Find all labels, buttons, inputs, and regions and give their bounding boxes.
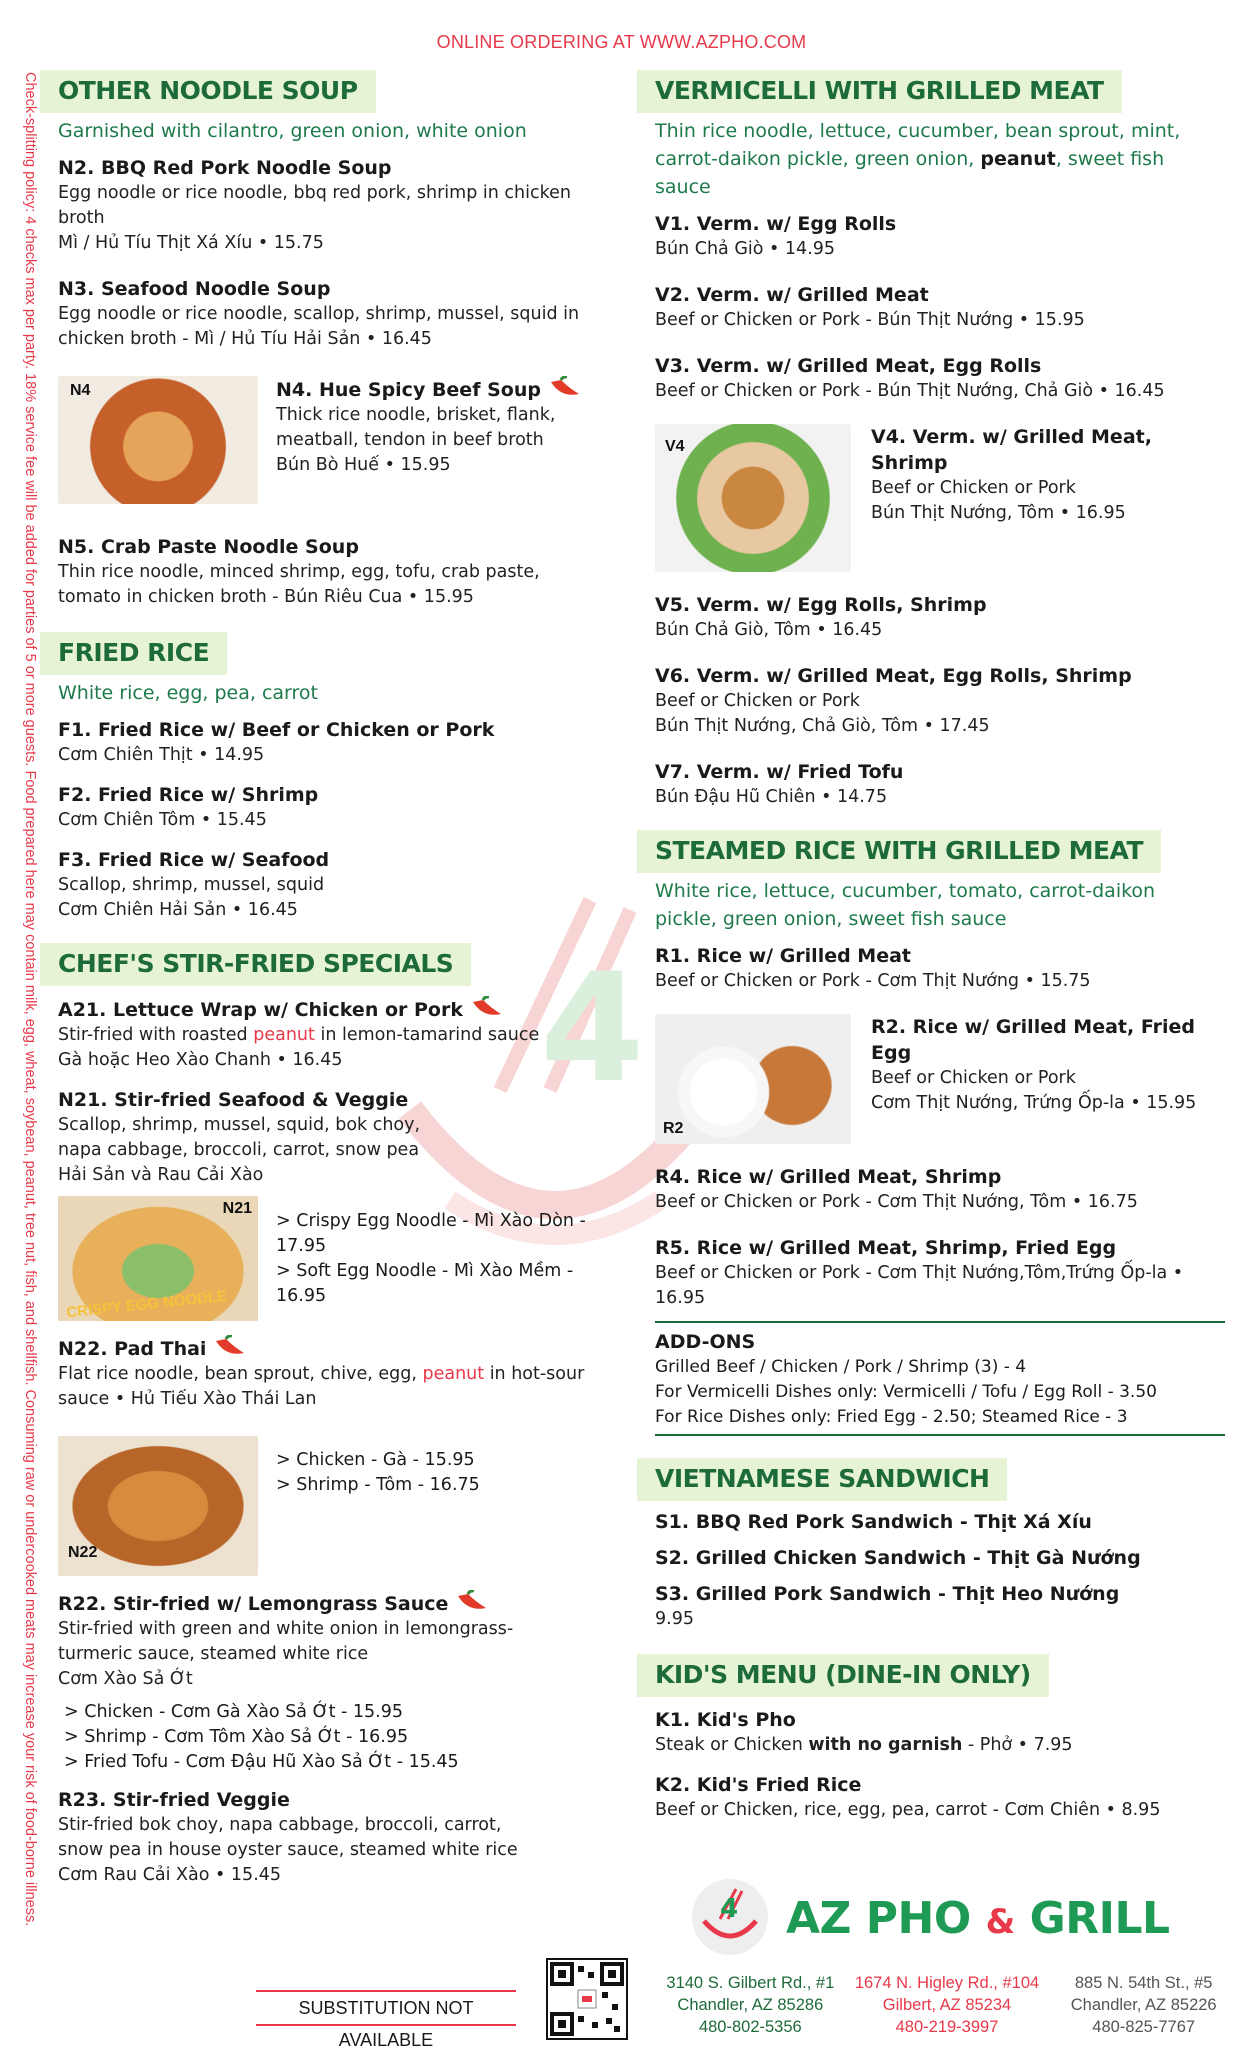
- option-line[interactable]: > Crispy Egg Noodle - Mì Xào Dòn - 17.95: [276, 1210, 586, 1256]
- location-higley-rd[interactable]: [849, 1972, 1046, 2038]
- peanut-allergen-text: peanut: [980, 148, 1056, 170]
- option-line[interactable]: > Shrimp - Cơm Tôm Xào Sả Ớt - 16.95: [64, 1727, 409, 1747]
- section-description: Garnished with cilantro, green onion, white onion: [58, 120, 527, 142]
- item-price-line: Cơm Chiên Thịt • 14.95: [58, 745, 265, 765]
- item-desc: [58, 1362, 618, 1387]
- policy-side-text: Check-splitting policy: 4 checks max per party. 18% service fee will be added for parties of 5 or more guests. Food prepared here may contain milk, egg, wheat, soybean, peanut, tree nut, fish, and shellfish. Consuming raw or undercooked meats may increase your risk of food-borne illness.: [22, 72, 38, 1927]
- menu-item-s1[interactable]: S1. BBQ Red Pork Sandwich - Thịt Xá Xíu: [655, 1511, 1092, 1533]
- item-title: N3. Seafood Noodle Soup: [58, 278, 331, 300]
- brand-name-part: AZ PHO: [786, 1893, 971, 1944]
- item-title: V4. Verm. w/ Grilled Meat, Shrimp: [871, 426, 1152, 474]
- item-title: [276, 376, 583, 403]
- item-price-line: Cơm Chiên Hải Sản • 16.45: [58, 900, 298, 920]
- sandwich-section: [655, 1458, 1225, 1632]
- chili-spicy-icon: [547, 376, 583, 398]
- option-line[interactable]: > Chicken - Cơm Gà Xào Sả Ớt - 15.95: [64, 1702, 403, 1722]
- menu-item-s3[interactable]: S3. Grilled Pork Sandwich - Thịt Heo Nướng: [655, 1583, 1120, 1605]
- location-city: Gilbert, AZ 85234: [882, 1996, 1012, 2014]
- kids-menu-section: [655, 1654, 1225, 1823]
- menu-item-k1[interactable]: [655, 1707, 1225, 1758]
- item-price-line: Beef or Chicken or Pork - Cơm Thịt Nướng,Tôm,Trứng Ốp-la • 16.95: [655, 1263, 1184, 1308]
- item-price-line: Bún Thịt Nướng, Tôm • 16.95: [871, 503, 1126, 523]
- photo-tag: N21: [222, 1200, 252, 1217]
- section-heading: VIETNAMESE SANDWICH: [637, 1458, 1007, 1501]
- photo-tag: N4: [70, 382, 91, 399]
- brand-ampersand: &: [985, 1902, 1015, 1942]
- qr-code-icon[interactable]: [546, 1958, 628, 2040]
- menu-item-f3[interactable]: [58, 847, 618, 923]
- item-desc: napa cabbage, broccoli, carrot, snow pea: [58, 1140, 420, 1160]
- chef-specials-section: [58, 943, 618, 1888]
- item-price-line: Cơm Rau Cải Xào • 15.45: [58, 1865, 282, 1885]
- item-title-text: R22. Stir-fried w/ Lemongrass Sauce: [58, 1593, 449, 1615]
- location-city: Chandler, AZ 85226: [1070, 1996, 1217, 2014]
- menu-item-v2[interactable]: [655, 282, 1225, 333]
- desc-text: in lemon-tamarind sauce: [314, 1025, 540, 1045]
- menu-item-n22[interactable]: [58, 1335, 618, 1576]
- peanut-allergen-text: peanut: [422, 1364, 485, 1384]
- desc-text: - Phở • 7.95: [962, 1735, 1073, 1755]
- item-title: V3. Verm. w/ Grilled Meat, Egg Rolls: [655, 355, 1042, 377]
- item-desc: Cơm Xào Sả Ớt: [58, 1669, 193, 1689]
- menu-item-v4[interactable]: [655, 424, 1225, 572]
- location-address: 1674 N. Higley Rd., #104: [854, 1974, 1040, 1992]
- chili-spicy-icon: [454, 1590, 490, 1612]
- photo-tag: R2: [663, 1120, 684, 1137]
- item-desc: Stir-fried with green and white onion in lemongrass-: [58, 1619, 514, 1639]
- item-price-line: Bún Đậu Hũ Chiên • 14.75: [655, 787, 888, 807]
- item-desc: Beef or Chicken or Pork: [871, 1068, 1076, 1088]
- item-price-line: Beef or Chicken or Pork - Cơm Thịt Nướng, Tôm • 16.75: [655, 1192, 1138, 1212]
- item-desc: sauce • Hủ Tiếu Xào Thái Lan: [58, 1389, 317, 1409]
- menu-item-k2[interactable]: [655, 1772, 1225, 1823]
- item-title: N21. Stir-fried Seafood & Veggie: [58, 1089, 409, 1111]
- svg-text:4: 4: [720, 1894, 739, 1924]
- item-desc: Egg noodle or rice noodle, scallop, shrimp, mussel, squid in: [58, 304, 580, 324]
- desc-text: carrot-daikon pickle, green onion,: [655, 148, 981, 170]
- desc-line: pickle, green onion, sweet fish sauce: [655, 908, 1007, 930]
- desc-text: , sweet fish sauce: [655, 148, 1165, 198]
- hue-beef-soup-photo: [58, 376, 258, 504]
- menu-item-n4[interactable]: [58, 376, 618, 504]
- item-desc: Stir-fried bok choy, napa cabbage, broccoli, carrot,: [58, 1815, 502, 1835]
- location-54th-st[interactable]: [1045, 1972, 1242, 2038]
- menu-item-f2[interactable]: [58, 782, 618, 833]
- item-title: F1. Fried Rice w/ Beef or Chicken or Pork: [58, 719, 495, 741]
- peanut-allergen-text: peanut: [253, 1025, 315, 1045]
- menu-item-v5[interactable]: [655, 592, 1225, 643]
- item-title: [58, 1335, 618, 1362]
- menu-item-v7[interactable]: [655, 759, 1225, 810]
- section-heading: CHEF'S STIR-FRIED SPECIALS: [40, 943, 471, 986]
- online-ordering-banner[interactable]: ONLINE ORDERING AT WWW.AZPHO.COM: [436, 32, 807, 52]
- option-line[interactable]: > Chicken - Gà - 15.95: [276, 1450, 475, 1470]
- substitution-notice: SUBSTITUTION NOT AVAILABLE: [256, 1990, 516, 2026]
- add-ons-box: [655, 1321, 1225, 1436]
- item-price-line: Beef or Chicken or Pork - Bún Thịt Nướng, Chả Giò • 16.45: [655, 381, 1165, 401]
- item-desc: Thick rice noodle, brisket, flank,: [276, 405, 556, 425]
- section-heading: FRIED RICE: [40, 632, 227, 675]
- item-title: N2. BBQ Red Pork Noodle Soup: [58, 157, 392, 179]
- location-phone[interactable]: 480-219-3997: [895, 2018, 999, 2036]
- menu-item-r1[interactable]: [655, 943, 1225, 994]
- rice-grilled-meat-egg-photo: [655, 1014, 851, 1144]
- item-desc: [58, 1023, 618, 1048]
- item-desc: Hải Sản và Rau Cải Xào: [58, 1165, 264, 1185]
- locations-row: [652, 1972, 1242, 2038]
- item-title: F3. Fried Rice w/ Seafood: [58, 849, 330, 871]
- location-address: 3140 S. Gilbert Rd., #1: [666, 1974, 835, 1992]
- option-line[interactable]: > Shrimp - Tôm - 16.75: [276, 1475, 480, 1495]
- item-price-line: Gà hoặc Heo Xào Chanh • 16.45: [58, 1050, 343, 1070]
- menu-item-a21[interactable]: [58, 996, 618, 1073]
- location-phone[interactable]: 480-825-7767: [1092, 2018, 1196, 2036]
- option-line[interactable]: > Soft Egg Noodle - Mì Xào Mềm - 16.95: [276, 1260, 574, 1306]
- menu-item-r23[interactable]: [58, 1787, 618, 1888]
- item-title: R5. Rice w/ Grilled Meat, Shrimp, Fried Egg: [655, 1237, 1117, 1259]
- menu-item-n3[interactable]: [58, 276, 618, 352]
- location-phone[interactable]: 480-802-5356: [698, 2018, 802, 2036]
- desc-text: in hot-sour: [484, 1364, 585, 1384]
- item-price-line: Bún Bò Huế • 15.95: [276, 455, 451, 475]
- item-title: K2. Kid's Fried Rice: [655, 1774, 862, 1796]
- menu-item-s2[interactable]: S2. Grilled Chicken Sandwich - Thịt Gà Nướng: [655, 1547, 1141, 1569]
- item-title-text: A21. Lettuce Wrap w/ Chicken or Pork: [58, 999, 463, 1021]
- item-desc: Scallop, shrimp, mussel, squid, bok choy,: [58, 1115, 421, 1135]
- item-title: R23. Stir-fried Veggie: [58, 1789, 290, 1811]
- add-on-line: For Rice Dishes only: Fried Egg - 2.50; Steamed Rice - 3: [655, 1407, 1128, 1427]
- menu-item-r2[interactable]: [655, 1014, 1225, 1144]
- item-desc: turmeric sauce, steamed white rice: [58, 1644, 369, 1664]
- item-title: N5. Crab Paste Noodle Soup: [58, 536, 359, 558]
- section-description: White rice, egg, pea, carrot: [58, 682, 318, 704]
- other-noodle-section: [58, 70, 618, 610]
- item-desc: Egg noodle or rice noodle, bbq red pork, shrimp in chicken broth: [58, 183, 571, 228]
- item-title: R2. Rice w/ Grilled Meat, Fried Egg: [871, 1016, 1195, 1064]
- photo-tag: V4: [665, 438, 685, 455]
- photo-caption: CRISPY EGG NOODLE: [65, 1287, 228, 1321]
- section-heading: KID'S MENU (DINE-IN ONLY): [637, 1654, 1049, 1697]
- item-title: V2. Verm. w/ Grilled Meat: [655, 284, 929, 306]
- section-description: [655, 117, 1225, 201]
- brand-logo[interactable]: [690, 1875, 1170, 1965]
- item-desc: Scallop, shrimp, mussel, squid: [58, 875, 325, 895]
- item-price-line: Cơm Thịt Nướng, Trứng Ốp-la • 15.95: [871, 1093, 1197, 1113]
- photo-tag: N22: [68, 1544, 98, 1561]
- item-title: R4. Rice w/ Grilled Meat, Shrimp: [655, 1166, 1002, 1188]
- fried-rice-section: [58, 632, 618, 923]
- desc-line: [655, 145, 1225, 201]
- item-desc: Beef or Chicken or Pork: [655, 691, 860, 711]
- svg-text:4: 4: [540, 942, 645, 1116]
- add-on-line: For Vermicelli Dishes only: Vermicelli / Tofu / Egg Roll - 3.50: [655, 1382, 1157, 1402]
- desc-line: White rice, lettuce, cucumber, tomato, carrot-daikon: [655, 880, 1156, 902]
- bowl-logo-icon: [690, 1877, 770, 1957]
- steamed-rice-section: [655, 830, 1225, 1311]
- chili-spicy-icon: [212, 1335, 248, 1357]
- pad-thai-photo: [58, 1436, 258, 1576]
- location-address: 885 N. 54th St., #5: [1074, 1974, 1213, 1992]
- item-title: R1. Rice w/ Grilled Meat: [655, 945, 911, 967]
- item-title: V7. Verm. w/ Fried Tofu: [655, 761, 904, 783]
- item-price-line: tomato in chicken broth - Bún Riêu Cua • 15.95: [58, 587, 474, 607]
- desc-text: Steak or Chicken: [655, 1735, 809, 1755]
- sandwich-price: 9.95: [655, 1609, 694, 1629]
- item-title: [58, 996, 618, 1023]
- menu-item-v3[interactable]: [655, 353, 1225, 404]
- item-price-line: [655, 1733, 1225, 1758]
- location-city: Chandler, AZ 85286: [677, 1996, 824, 2014]
- desc-text: Stir-fried with roasted: [58, 1025, 254, 1045]
- add-ons-title: ADD-ONS: [655, 1331, 756, 1353]
- item-price-line: Bún Thịt Nướng, Chả Giò, Tôm • 17.45: [655, 716, 990, 736]
- desc-emphasis: with no garnish: [808, 1735, 963, 1755]
- section-heading: STEAMED RICE WITH GRILLED MEAT: [637, 830, 1161, 873]
- item-price-line: Beef or Chicken, rice, egg, pea, carrot - Cơm Chiên • 8.95: [655, 1800, 1161, 1820]
- item-title: V1. Verm. w/ Egg Rolls: [655, 213, 897, 235]
- item-desc: Beef or Chicken or Pork: [871, 478, 1076, 498]
- menu-item-n5[interactable]: [58, 534, 618, 610]
- section-heading: VERMICELLI WITH GRILLED MEAT: [637, 70, 1122, 113]
- menu-item-f1[interactable]: [58, 717, 618, 768]
- item-price-line: Cơm Chiên Tôm • 15.45: [58, 810, 267, 830]
- menu-item-n21[interactable]: [58, 1087, 618, 1321]
- menu-item-v1[interactable]: [655, 211, 1225, 262]
- item-title: [58, 1590, 618, 1617]
- item-price-line: Beef or Chicken or Pork - Bún Thịt Nướng • 15.95: [655, 310, 1085, 330]
- section-description: [655, 877, 1225, 933]
- add-on-line: Grilled Beef / Chicken / Pork / Shrimp (3) - 4: [655, 1357, 1027, 1377]
- option-line[interactable]: > Fried Tofu - Cơm Đậu Hũ Xào Sả Ớt - 15.45: [64, 1752, 459, 1772]
- item-title: V5. Verm. w/ Egg Rolls, Shrimp: [655, 594, 987, 616]
- left-column: [58, 70, 618, 1908]
- item-title-text: N22. Pad Thai: [58, 1338, 207, 1360]
- policy-side-note: [16, 72, 36, 2032]
- vermicelli-shrimp-photo: [655, 424, 851, 572]
- item-title: F2. Fried Rice w/ Shrimp: [58, 784, 319, 806]
- menu-item-r4[interactable]: [655, 1164, 1225, 1215]
- item-price-line: Bún Chả Giò • 14.95: [655, 239, 836, 259]
- menu-item-n2[interactable]: [58, 155, 618, 256]
- brand-name-part: GRILL: [1029, 1893, 1170, 1944]
- item-price-line: Mì / Hủ Tíu Thịt Xá Xíu • 15.75: [58, 233, 324, 253]
- item-title: K1. Kid's Pho: [655, 1709, 796, 1731]
- item-desc: Thin rice noodle, minced shrimp, egg, tofu, crab paste,: [58, 562, 540, 582]
- item-price-line: Bún Chả Giò, Tôm • 16.45: [655, 620, 883, 640]
- item-price-line: chicken broth - Mì / Hủ Tíu Hải Sản • 16.45: [58, 329, 432, 349]
- item-desc: meatball, tendon in beef broth: [276, 430, 544, 450]
- menu-item-v6[interactable]: [655, 663, 1225, 739]
- desc-line: Thin rice noodle, lettuce, cucumber, bean sprout, mint,: [655, 120, 1181, 142]
- item-desc: snow pea in house oyster sauce, steamed white rice: [58, 1840, 518, 1860]
- crispy-egg-noodle-photo: [58, 1196, 258, 1321]
- location-gilbert-rd[interactable]: [652, 1972, 849, 2038]
- right-column: [655, 70, 1225, 1843]
- menu-item-r5[interactable]: [655, 1235, 1225, 1311]
- vermicelli-section: [655, 70, 1225, 810]
- brand-name: [786, 1893, 1170, 1944]
- item-title-text: N4. Hue Spicy Beef Soup: [276, 379, 541, 401]
- item-price-line: Beef or Chicken or Pork - Cơm Thịt Nướng • 15.75: [655, 971, 1091, 991]
- menu-item-r22[interactable]: [58, 1590, 618, 1775]
- chili-spicy-icon: [469, 996, 505, 1018]
- item-title: V6. Verm. w/ Grilled Meat, Egg Rolls, Shrimp: [655, 665, 1132, 687]
- desc-text: Flat rice noodle, bean sprout, chive, egg,: [58, 1364, 423, 1384]
- section-heading: OTHER NOODLE SOUP: [40, 70, 376, 113]
